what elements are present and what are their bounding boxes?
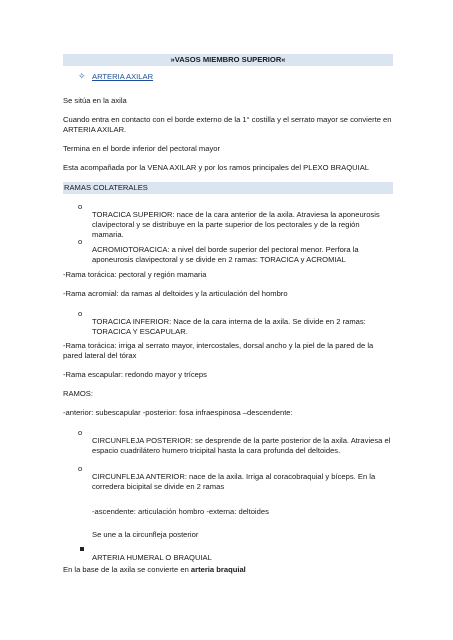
circle-bullet-icon: o <box>78 428 83 437</box>
circle-bullet-icon: o <box>78 309 83 318</box>
paragraph: -anterior: subescapular -posterior: fosa infraespinosa –descendente: <box>63 408 293 417</box>
list-item: TORACICA SUPERIOR: nace de la cara anterior de la axila. Atraviesa la aponeurosis clavipectoral y se distribuye en la parte superior de los pectorales y de la región mamaria. <box>92 209 380 240</box>
circle-bullet-icon: o <box>78 237 83 246</box>
paragraph-final <box>63 565 393 575</box>
paragraph: -Rama torácica: irriga al serrato mayor, intercostales, dorsal ancho y la piel de la pared de la pared lateral del tórax <box>63 341 374 361</box>
paragraph: Termina en el borde inferior del pectoral mayor <box>63 144 221 153</box>
list-item: CIRCUNFLEJA POSTERIOR: se desprende de la parte posterior de la axila. Atraviesa el espacio cuadrilátero humero tricipital hasta la cara profunda del deltoides. <box>92 435 391 455</box>
paragraph: Esta acompañada por la VENA AXILAR y por los ramos principales del PLEXO BRAQUIAL <box>63 163 370 172</box>
list-item-subtext: Se une a la circunfleja posterior <box>92 529 199 539</box>
final-bold-text: arteria braquial <box>190 565 246 574</box>
final-text: En la base de la axila se convierte en <box>63 565 191 574</box>
list-item-subtext: -ascendente: articulación hombro -externa: deltoides <box>92 506 269 516</box>
square-bullet-icon <box>80 547 84 551</box>
paragraph: -Rama escapular: redondo mayor y tríceps <box>63 370 207 379</box>
section-heading: RAMAS COLATERALES <box>63 182 393 194</box>
paragraph: -Rama acromial: da ramas al deltoides y la articulación del hombro <box>63 289 288 298</box>
paragraph: Se sitúa en la axila <box>63 96 127 105</box>
circle-bullet-icon: o <box>78 202 83 211</box>
paragraph: -Rama torácica: pectoral y región mamaria <box>63 270 207 279</box>
list-item: ARTERIA HUMERAL O BRAQUIAL <box>92 552 212 562</box>
paragraph: Cuando entra en contacto con el borde externo de la 1° costilla y el serrato mayor se convierte en ARTERIA AXILAR. <box>63 115 392 135</box>
list-item: CIRCUNFLEJA ANTERIOR: nace de la axila. Irriga al coracobraquial y bíceps. En la corredera bicipital se divide en 2 ramas <box>92 471 376 491</box>
paragraph: RAMOS: <box>63 389 93 398</box>
diamond-bullet-icon: ✧ <box>78 71 86 81</box>
heading-arteria-axilar: ARTERIA AXILAR <box>92 72 154 81</box>
page-title: »VASOS MIEMBRO SUPERIOR« <box>63 54 393 66</box>
list-item: ACROMIOTORACICA: a nivel del borde superior del pectoral menor. Perfora la aponeurosis clavipectoral y se divide en 2 ramas: TORACICA y ACROMIAL <box>92 244 359 264</box>
list-item: TORACICA INFERIOR: Nace de la cara interna de la axila. Se divide en 2 ramas: TORACICA Y ESCAPULAR. <box>92 316 366 336</box>
circle-bullet-icon: o <box>78 464 83 473</box>
